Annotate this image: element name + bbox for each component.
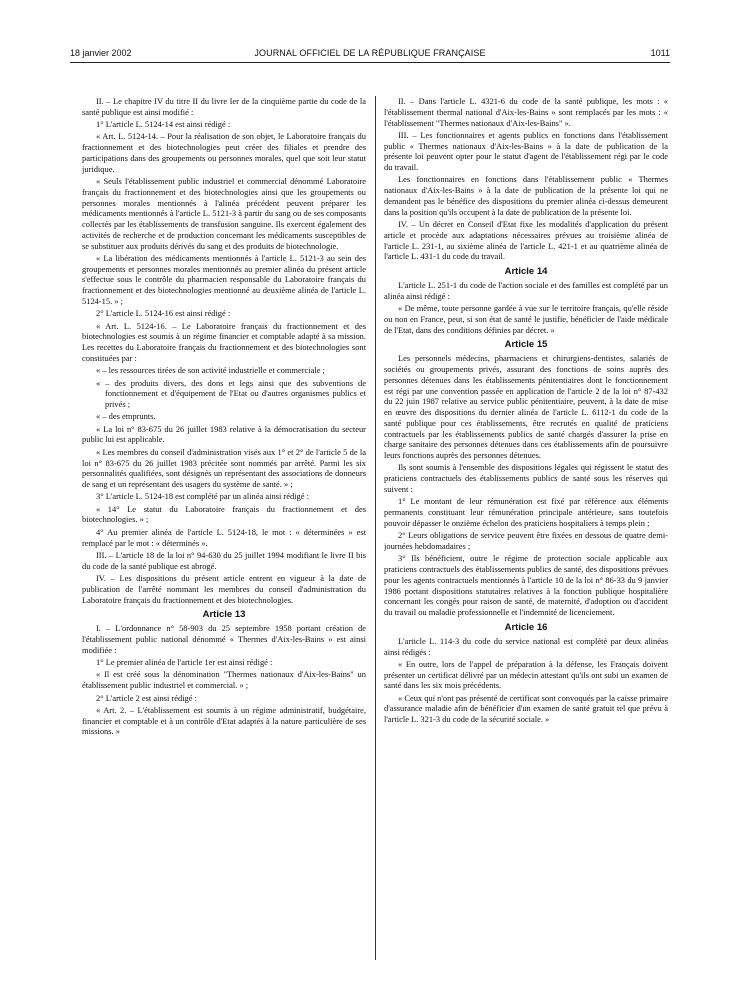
article-heading: Article 16 (504, 621, 548, 633)
paragraph: « En outre, lors de l'appel de préparation à la défense, les Français doivent présenter un certificat délivré par un médecin attestant qu'ils ont subi un examen de santé dans les six mois précédents. (384, 658, 668, 691)
paragraph: 1° Le premier alinéa de l'article 1er est ainsi rédigé : (96, 657, 273, 668)
paragraph: L'article L. 114-3 du code du service national est complété par deux alinéas ainsi rédigés : (384, 635, 668, 657)
paragraph: III. – Les fonctionnaires et agents publics en fonctions dans l'établissement public « Thermes nationaux d'Aix-les-Bains » à la date de publication de la présente loi peuvent opter pour le statut d'agent de l'établissement régi par le code du travail. (384, 129, 668, 173)
right-column (384, 96, 668, 966)
paragraph: 1° Le montant de leur rémunération est fixé par référence aux éléments permanents constituant leur rémunération principale antérieure, sans toutefois pouvoir dépasser le onzième échelon des praticiens hospitaliers à temps plein ; (384, 496, 668, 528)
paragraph: 3° L'article L. 5124-18 est complété par un alinéa ainsi rédigé : (96, 491, 309, 502)
paragraph: 4° Au premier alinéa de l'article L. 5124-18, le mot : « déterminées » est remplacé par le mot : « déterminés ». (82, 526, 366, 548)
paragraph: I. – L'ordonnance n° 58-903 du 25 septembre 1958 portant création de l'établissement public national dénommé « Thermes d'Aix-les-Bains » est ainsi modifiée : (82, 623, 366, 655)
paragraph: 2° L'article L. 5124-16 est ainsi rédigé : (96, 308, 231, 319)
paragraph: 1° L'article L. 5124-14 est ainsi rédigé : (96, 119, 231, 130)
paragraph: « 14° Le statut du Laboratoire français du fractionnement et des biotechnologies. » ; (82, 503, 366, 525)
article-heading: Article 15 (504, 339, 548, 351)
left-column (82, 96, 366, 966)
paragraph: « Art. 2. – L'établissement est soumis à un régime administratif, budgétaire, financier et comptable et à un contrôle d'Etat adaptés à la nature particulière de ses missions. » (82, 704, 366, 737)
paragraph: « Les membres du conseil d'administration visés aux 1° et 2° de l'article 5 de la loi n° 83-675 du 26 juillet 1983 précitée sont nommés par arrêté. Parmi les six personnalités qualifiées, sont désignés un représentant des associations de donneurs de sang et un représentant des usagers du système de santé. » ; (82, 446, 366, 490)
paragraph: 2° L'article 2 est ainsi rédigé : (96, 692, 197, 703)
paragraph: 2° Leurs obligations de service peuvent être fixées en dessous de quatre demi-journées hebdomadaires ; (384, 530, 668, 551)
article-heading: Article 14 (504, 266, 548, 278)
list-item: « – des produits divers, des dons et legs ainsi que des subventions de fonctionnement et d'équipement de l'Etat ou d'autres organismes publics et privés ; (96, 377, 366, 409)
paragraph: « Seuls l'établissement public industriel et commercial dénommé Laboratoire français du fractionnement et des biotechnologies ainsi que les groupements ou personnes morales mentionnés à l'alinéa précédent peuvent préparer les médicaments mentionnés à l'article L. 5121-3 à partir du sang ou de ses composants collectés par les établissements de transfusion sanguine. Ils exercent également des activités de recherche et de production concernant les médicaments susceptibles de se substituer aux produits dérivés du sang et des produits de biotechnologie. (82, 176, 366, 251)
paragraph: II. – Le chapitre IV du titre II du livre Ier de la cinquième partie du code de la santé publique est ainsi modifié : (82, 96, 366, 117)
paragraph: Les personnels médecins, pharmaciens et chirurgiens-dentistes, salariés de sociétés ou groupements privés, assurant des fonctions de soins auprès des personnes détenues dans les établissements pénitentiaires dont le fonctionnement est régi par une convention passée en application de l'article 2 de la loi n° 87-432 du 22 juin 1987 relative au service public pénitentiaire, peuvent, à la date de mise en œuvre des dispositions du dernier alinéa de l'article L. 6112-1 du code de la santé publique pour ces établissements, être recrutés en qualité de praticiens contractuels par les établissements publics de santé chargés d'assurer la prise en charge sanitaire des personnes détenues dans ces établissements afin de poursuivre leurs fonctions auprès des personnes détenues. (384, 353, 668, 461)
page-header (70, 48, 670, 62)
paragraph: « La loi n° 83-675 du 26 juillet 1983 relative à la démocratisation du secteur public lui est applicable. (82, 423, 366, 445)
paragraph: IV. – Un décret en Conseil d'Etat fixe les modalités d'application du présent article et procède aux adaptations nécessaires prévues au troisième alinéa de l'article L. 231-1, au sixième alinéa de l'article L. 421-1 et au quatrième alinéa de l'article L. 431-1 du code du travail. (384, 219, 668, 262)
paragraph: Ils sont soumis à l'ensemble des dispositions légales qui régissent le statut des praticiens contractuels des établissements publics de santé sous les réserves qui suivent : (384, 462, 668, 494)
paragraph: « Art. L. 5124-16. – Le Laboratoire français du fractionnement et des biotechnologies est soumis à un régime financier et comptable adapté à sa mission. Les recettes du Laboratoire français du fractionnement et des biotechnologies sont constituées par : (82, 320, 366, 363)
paragraph: III. – L'article 18 de la loi n° 94-630 du 25 juillet 1994 modifiant le livre II bis du code de la santé publique est abrogé. (82, 549, 366, 571)
paragraph: « De même, toute personne gardée à vue sur le territoire français, qu'elle réside ou non en France, peut, si son état de santé le justifie, bénéficier de l'aide médicale de l'Etat, dans des conditions définies par décret. » (384, 303, 668, 335)
paragraph: « Ceux qui n'ont pas présenté de certificat sont convoqués par la caisse primaire d'assurance maladie afin de bénéficier d'un examen de santé gratuit tel que prévu à l'article L. 321-3 du code de la sécurité sociale. » (384, 692, 668, 725)
paragraph: « Il est créé sous la dénomination "Thermes nationaux d'Aix-les-Bains" un établissement public industriel et commercial. » ; (82, 669, 366, 691)
paragraph: II. – Dans l'article L. 4321-6 du code de la santé publique, les mots : « l'établissement thermal national d'Aix-les-Bains » sont remplacés par les mots : « l'établissement "Thermes nationaux d'Aix-les-Bains" ». (384, 96, 668, 128)
header-date: 18 janvier 2002 (70, 48, 132, 58)
paragraph: « Art. L. 5124-14. – Pour la réalisation de son objet, le Laboratoire français du fractionnement et des biotechnologies peut créer des filiales et prendre des participations dans des groupements ou personnes morales, quel que soit leur statut juridique. (82, 131, 366, 174)
paragraph: L'article L. 251-1 du code de l'action sociale et des familles est complété par un alinéa ainsi rédigé : (384, 280, 668, 301)
journal-title: JOURNAL OFFICIEL DE LA RÉPUBLIQUE FRANÇAISE (254, 48, 486, 58)
header-rule (70, 62, 670, 63)
paragraph: Les fonctionnaires en fonctions dans l'établissement public « Thermes nationaux d'Aix-les-Bains » à la date de publication de la présente loi qui ne demandent pas le bénéfice des dispositions du premier alinéa ci-dessus demeurent dans la position qu'ils occupent à la date de publication de la présente loi. (384, 174, 668, 217)
list-item: « – les ressources tirées de son activité industrielle et commerciale ; (96, 365, 325, 376)
page-number: 1011 (650, 48, 670, 58)
list-item: « – des emprunts. (96, 411, 156, 422)
paragraph: IV. – Les dispositions du présent article entrent en vigueur à la date de publication de l'arrêté nommant les membres du conseil d'administration du Laboratoire français du fractionnement et des biotechnologies. (82, 573, 366, 605)
paragraph: « La libération des médicaments mentionnés à l'article L. 5121-3 au sein des groupements et personnes morales mentionnés au premier alinéa du présent article s'effectue sous le contrôle du pharmacien responsable du Laboratoire français du fractionnement et des biotechnologies mentionné au deuxième alinéa de l'article L. 5124-15. » ; (82, 252, 366, 306)
column-divider (375, 96, 376, 960)
article-heading: Article 13 (202, 609, 246, 621)
paragraph: 3° Ils bénéficient, outre le régime de protection sociale applicable aux praticiens contractuels des établissements publics de santé, des dispositions prévues pour les agents contractuels mentionnés à l'article 10 de la loi n° 86-33 du 9 janvier 1986 portant dispositions statutaires relatives à la fonction publique hospitalière concernant les congés pour raison de santé, de maternité, d'adoption ou d'accident du travail ou maladie professionnelle et l'indemnité de licenciement. (384, 553, 668, 617)
